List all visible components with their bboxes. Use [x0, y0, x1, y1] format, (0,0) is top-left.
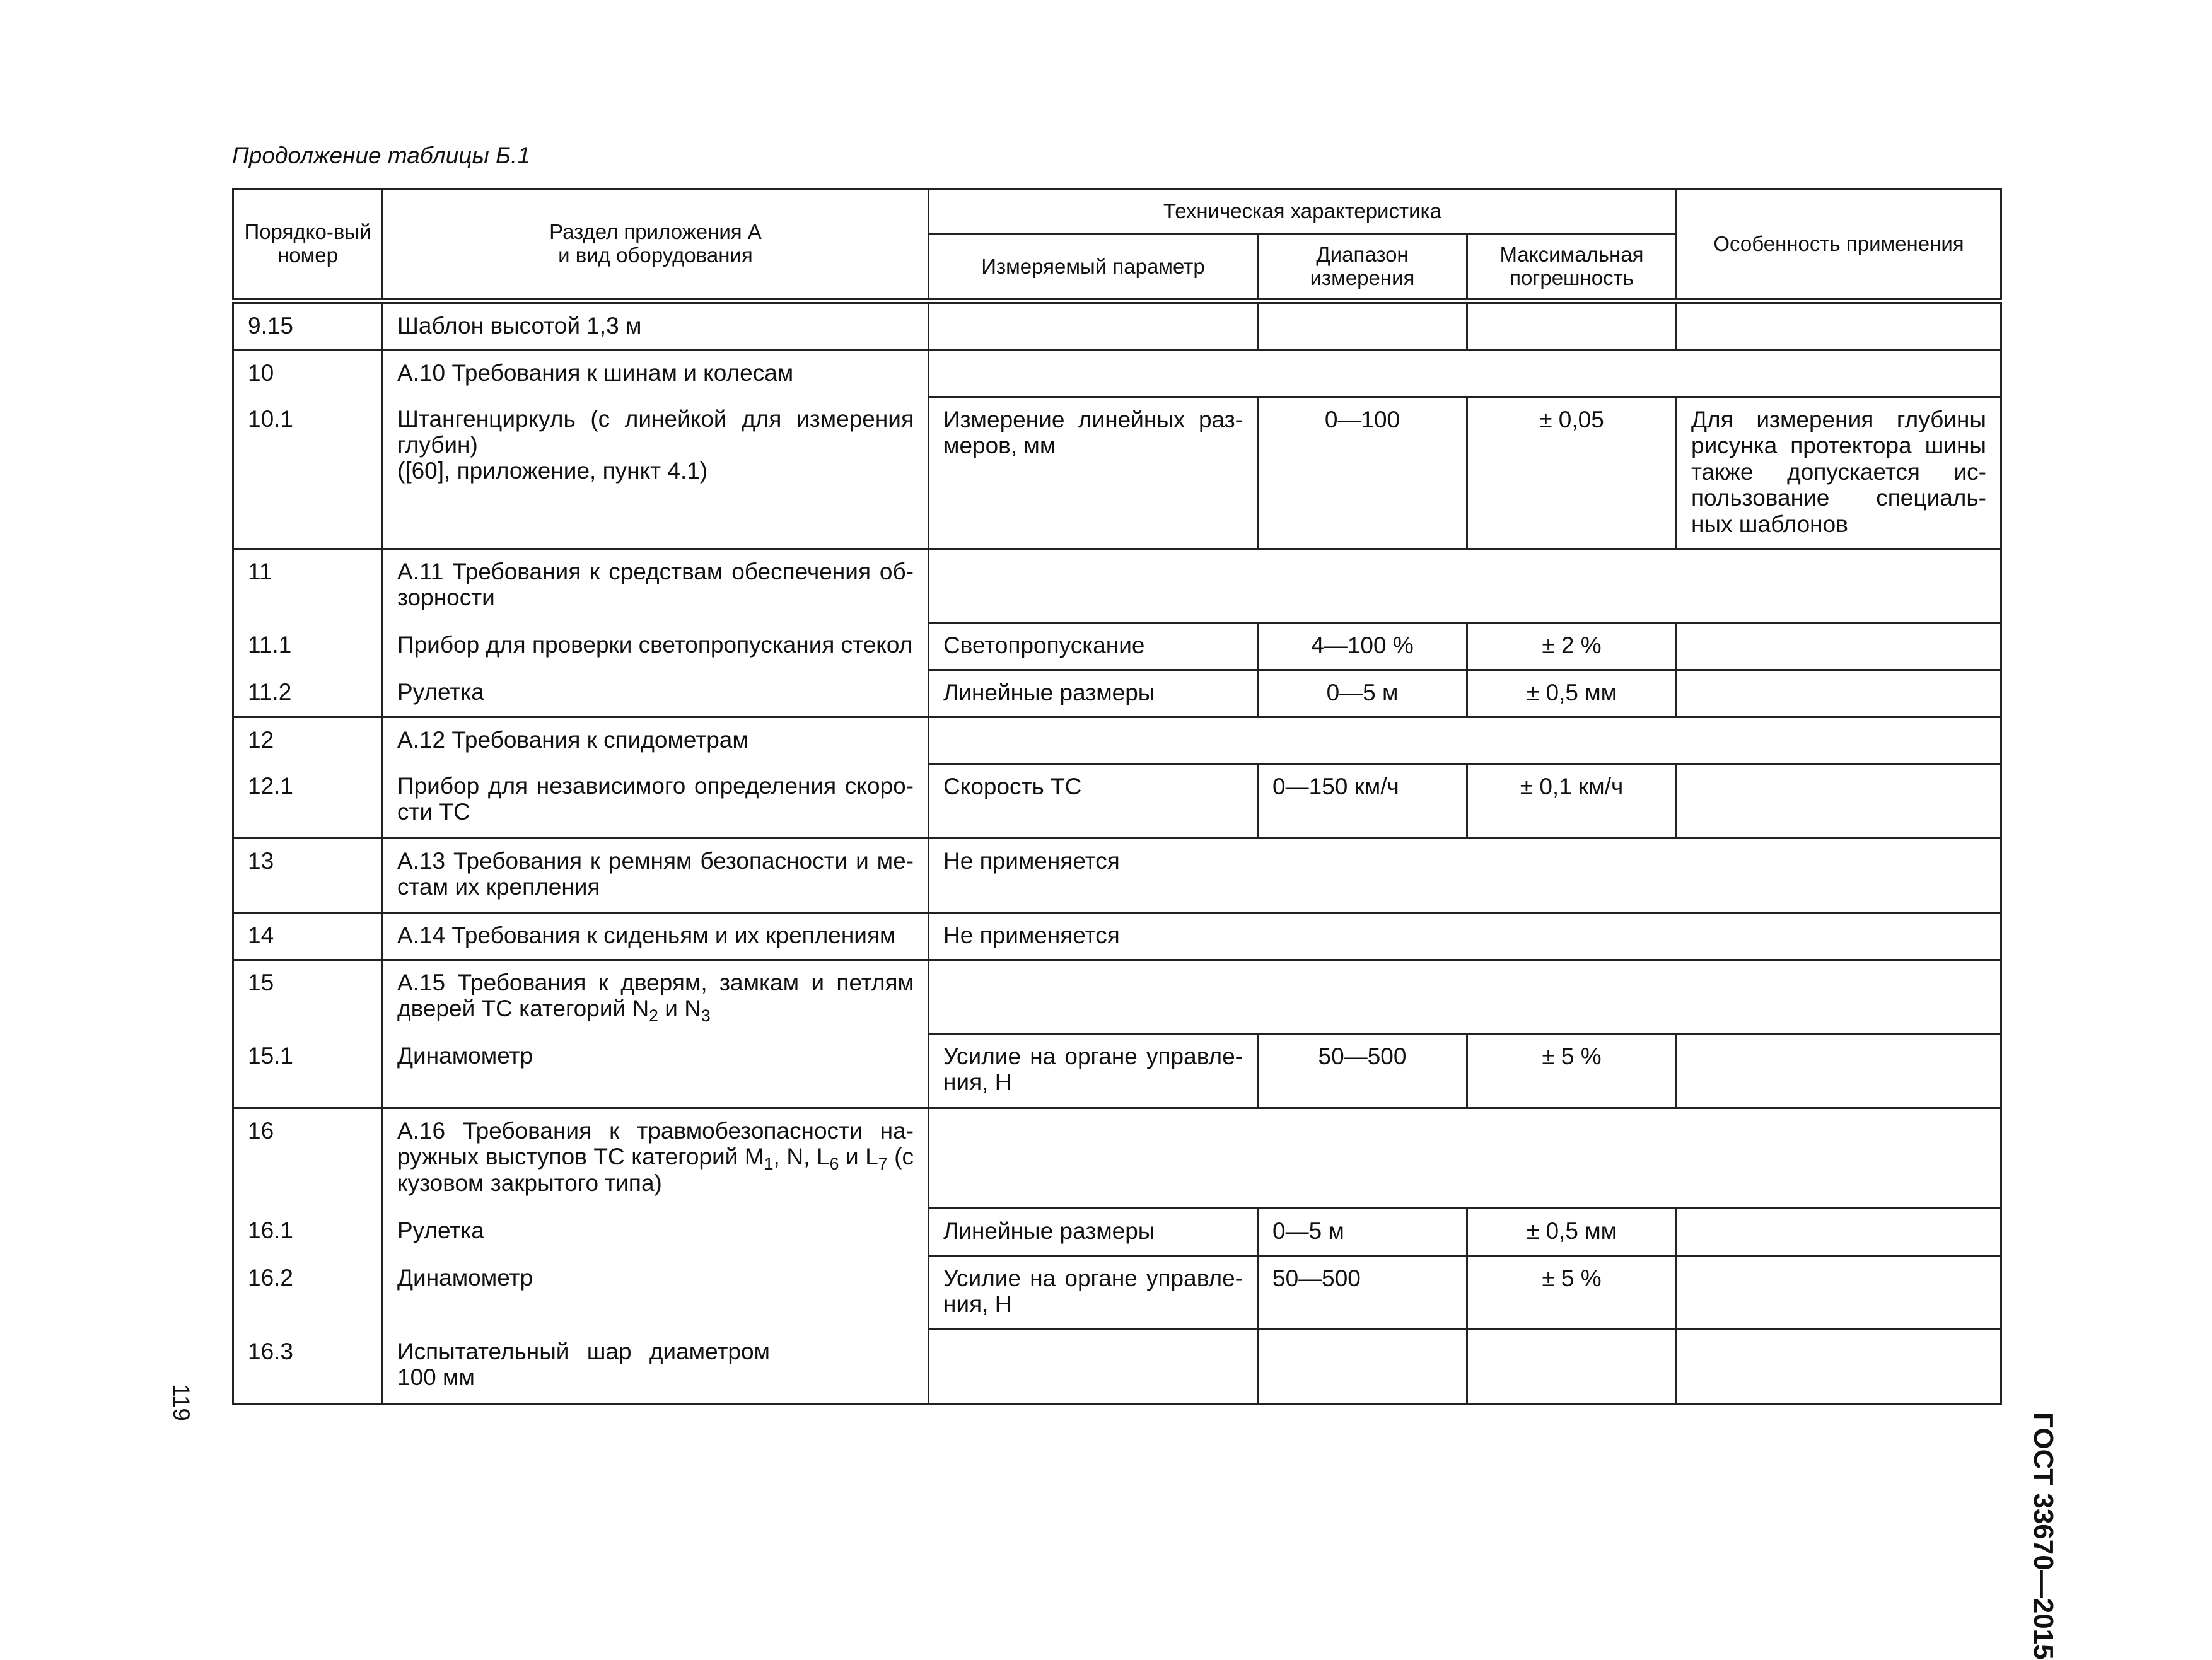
row-feature: Для измерения глубины рисунка протектора шины также допускается ис-пользование специаль-ных шаблонов — [1677, 397, 2001, 549]
row-error — [1467, 301, 1677, 351]
header-col-error: Максимальная погрешность — [1467, 235, 1677, 301]
row-section: Испытательный шар диаметром 100 мм — [383, 1330, 929, 1404]
row-number: 9.15 — [233, 301, 383, 351]
row-merged-empty — [929, 717, 2001, 764]
row-error: ± 0,1 км/ч — [1467, 764, 1677, 839]
row-param: Усилие на органе управле-ния, Н — [929, 1256, 1258, 1330]
row-error: ± 0,5 мм — [1467, 670, 1677, 717]
table-row — [233, 717, 2001, 764]
equipment-table — [232, 188, 2002, 1405]
row-number: 14 — [233, 913, 383, 960]
row-section-text: и N — [658, 995, 701, 1022]
table-row — [233, 913, 2001, 960]
table-row — [233, 1256, 2001, 1330]
row-range — [1258, 1330, 1467, 1404]
row-number: 16 — [233, 1108, 383, 1209]
row-feature — [1677, 1034, 2001, 1108]
row-range: 0—5 м — [1258, 1209, 1467, 1256]
row-section-sub: 1 — [764, 1154, 774, 1174]
row-number: 11 — [233, 549, 383, 623]
table-row — [233, 960, 2001, 1034]
row-section-sub: 6 — [829, 1154, 839, 1174]
row-number: 10.1 — [233, 397, 383, 549]
row-section — [383, 960, 929, 1034]
page-number: 119 — [168, 1384, 194, 1421]
row-number: 16.2 — [233, 1256, 383, 1330]
table-caption: Продолжение таблицы Б.1 — [232, 142, 530, 168]
row-not-applicable: Не применяется — [929, 913, 2001, 960]
row-section: Динамометр — [383, 1034, 929, 1108]
row-section-sub: 3 — [701, 1006, 711, 1026]
row-error: ± 0,5 мм — [1467, 1209, 1677, 1256]
row-number: 11.2 — [233, 670, 383, 717]
row-merged-empty — [929, 1108, 2001, 1209]
row-feature — [1677, 1209, 2001, 1256]
table-row — [233, 351, 2001, 397]
row-error: ± 2 % — [1467, 623, 1677, 670]
row-number: 13 — [233, 839, 383, 913]
header-col-tech: Техническая характеристика — [929, 189, 1677, 235]
row-range: 4—100 % — [1258, 623, 1467, 670]
row-param: Линейные размеры — [929, 1209, 1258, 1256]
header-col-feature: Особенность применения — [1677, 189, 2001, 301]
row-feature — [1677, 301, 2001, 351]
row-feature — [1677, 1256, 2001, 1330]
row-section-sub: 7 — [878, 1154, 888, 1174]
row-param: Усилие на органе управле-ния, Н — [929, 1034, 1258, 1108]
row-section-line1: Штангенциркуль (с линейкой для измерения глубин) — [397, 405, 914, 458]
table-row — [233, 670, 2001, 717]
row-number: 16.1 — [233, 1209, 383, 1256]
table-row — [233, 549, 2001, 623]
header-col-range: Диапазон измерения — [1258, 235, 1467, 301]
table-row — [233, 1330, 2001, 1404]
table-row — [233, 1209, 2001, 1256]
row-section: А.13 Требования к ремням безопасности и ме-стам их крепления — [383, 839, 929, 913]
row-param: Измерение линейных раз-меров, мм — [929, 397, 1258, 549]
table-row — [233, 623, 2001, 670]
row-param: Линейные размеры — [929, 670, 1258, 717]
row-section: Динамометр — [383, 1256, 929, 1330]
row-section — [383, 397, 929, 549]
row-section-line2: ([60], приложение, пункт 4.1) — [397, 458, 708, 484]
row-range: 0—150 км/ч — [1258, 764, 1467, 839]
row-section-text: (с кузовом закрытого типа) — [397, 1144, 914, 1196]
row-not-applicable: Не применяется — [929, 839, 2001, 913]
row-range — [1258, 301, 1467, 351]
row-number: 10 — [233, 351, 383, 397]
row-section: А.10 Требования к шинам и колесам — [383, 351, 929, 397]
row-error: ± 5 % — [1467, 1256, 1677, 1330]
row-section-text: А.16 Требования к травмобезопасности на-ружных выступов ТС категорий М — [397, 1118, 914, 1170]
row-section-text: А.15 Требования к дверям, замкам и петлям дверей ТС категорий N — [397, 970, 914, 1022]
row-feature — [1677, 764, 2001, 839]
header-col-param: Измеряемый параметр — [929, 235, 1258, 301]
table-row — [233, 301, 2001, 351]
row-section: Рулетка — [383, 670, 929, 717]
row-merged-empty — [929, 549, 2001, 623]
table-row — [233, 764, 2001, 839]
row-section-sub: 2 — [649, 1006, 658, 1026]
row-section: Прибор для независимого определения скоро-сти ТС — [383, 764, 929, 839]
header-col-section — [383, 189, 929, 301]
row-error: ± 0,05 — [1467, 397, 1677, 549]
row-param: Скорость ТС — [929, 764, 1258, 839]
table-row — [233, 1034, 2001, 1108]
row-section: А.12 Требования к спидометрам — [383, 717, 929, 764]
row-feature — [1677, 670, 2001, 717]
row-param — [929, 301, 1258, 351]
header-col-num: Порядко-вый номер — [233, 189, 383, 301]
table-row — [233, 397, 2001, 549]
row-range: 50—500 — [1258, 1256, 1467, 1330]
row-number: 15.1 — [233, 1034, 383, 1108]
row-section: Прибор для проверки светопропускания стекол — [383, 623, 929, 670]
row-section — [383, 1108, 929, 1209]
table-row — [233, 839, 2001, 913]
row-section: А.11 Требования к средствам обеспечения об-зорности — [383, 549, 929, 623]
row-number: 12.1 — [233, 764, 383, 839]
header-col-section-line2: и вид оборудования — [558, 243, 753, 267]
header-col-section-line1: Раздел приложения А — [549, 220, 762, 244]
row-merged-empty — [929, 351, 2001, 397]
row-range: 0—100 — [1258, 397, 1467, 549]
row-section-text: и L — [839, 1144, 878, 1170]
standard-designation: ГОСТ 33670—2015 — [2028, 1412, 2059, 1660]
header-row-1 — [233, 189, 2001, 235]
row-number: 12 — [233, 717, 383, 764]
row-number: 15 — [233, 960, 383, 1034]
row-param — [929, 1330, 1258, 1404]
row-range: 50—500 — [1258, 1034, 1467, 1108]
row-section-text: , N, L — [773, 1144, 830, 1170]
row-error — [1467, 1330, 1677, 1404]
row-section: А.14 Требования к сиденьям и их креплениям — [383, 913, 929, 960]
row-range: 0—5 м — [1258, 670, 1467, 717]
row-error: ± 5 % — [1467, 1034, 1677, 1108]
row-number: 16.3 — [233, 1330, 383, 1404]
row-feature — [1677, 1330, 2001, 1404]
row-section: Рулетка — [383, 1209, 929, 1256]
row-number: 11.1 — [233, 623, 383, 670]
row-feature — [1677, 623, 2001, 670]
row-section: Шаблон высотой 1,3 м — [383, 301, 929, 351]
row-param: Светопропускание — [929, 623, 1258, 670]
row-merged-empty — [929, 960, 2001, 1034]
table-row — [233, 1108, 2001, 1209]
